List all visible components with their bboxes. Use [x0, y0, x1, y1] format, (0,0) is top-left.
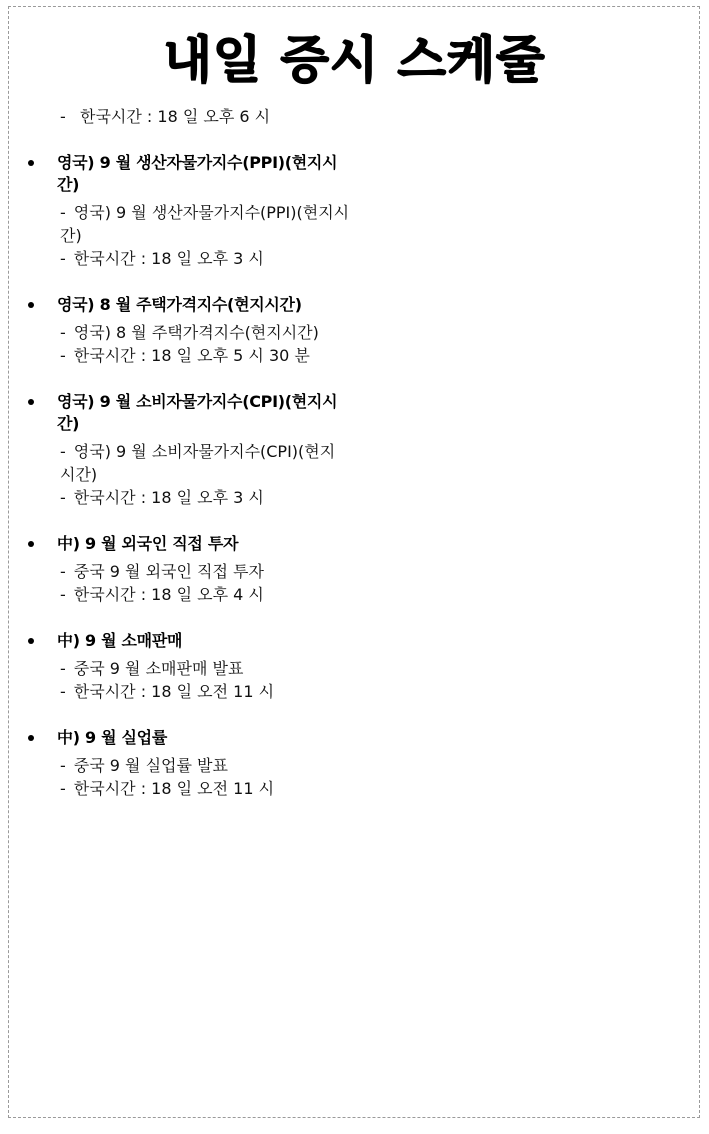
detail-line: - 한국시간 : 18 일 오후 5 시 30 분: [60, 346, 310, 365]
schedule-item-details: [0, 657, 709, 703]
schedule-item-details: [0, 321, 709, 367]
dash-marker: -: [60, 585, 66, 604]
dash-marker: -: [60, 249, 66, 268]
detail-line: - 중국 9 월 외국인 직접 투자: [60, 562, 264, 581]
detail-line: - 영국) 8 월 주택가격지수(현지시간): [60, 323, 319, 342]
dash-marker: -: [60, 442, 66, 461]
schedule-item-title: 中) 9 월 소매판매: [0, 630, 342, 652]
schedule-item-details: [0, 754, 709, 800]
dash-marker: -: [60, 756, 66, 775]
bullet-icon: [28, 638, 34, 644]
detail-line: - 한국시간 : 18 일 오후 3 시: [60, 249, 264, 268]
schedule-item-title: 中) 9 월 외국인 직접 투자: [0, 533, 342, 555]
dash-marker: -: [60, 346, 66, 365]
schedule-item-title: 영국) 8 월 주택가격지수(현지시간): [0, 294, 342, 316]
detail-line: - 중국 9 월 소매판매 발표: [60, 659, 244, 678]
page-title: 내일 증시 스케줄: [163, 31, 546, 89]
schedule-item-details: [0, 560, 709, 606]
schedule-item-cn-fdi: [0, 533, 709, 606]
bullet-icon: [28, 160, 34, 166]
schedule-item-uk-cpi: [0, 391, 709, 509]
dash-marker: -: [60, 682, 66, 701]
dash-marker: -: [60, 779, 66, 798]
dash-marker: -: [60, 107, 66, 126]
detail-line: - 영국) 9 월 생산자물가지수(PPI)(현지시간): [60, 203, 350, 245]
schedule-item-title: 영국) 9 월 생산자물가지수(PPI)(현지시간): [0, 152, 342, 196]
schedule-item-title: 영국) 9 월 소비자물가지수(CPI)(현지시간): [0, 391, 342, 435]
dash-marker: -: [60, 562, 66, 581]
detail-line: - 한국시간 : 18 일 오후 4 시: [60, 585, 264, 604]
dash-marker: -: [60, 488, 66, 507]
schedule-item-uk-ppi: [0, 152, 709, 270]
schedule-item-details: [0, 440, 709, 509]
first-detail-line: - 한국시간 : 18 일 오후 6 시: [60, 107, 271, 126]
dash-marker: -: [60, 659, 66, 678]
detail-line: - 영국) 9 월 소비자물가지수(CPI)(현지시간): [60, 442, 336, 484]
detail-line: - 중국 9 월 실업률 발표: [60, 756, 228, 775]
bullet-icon: [28, 302, 34, 308]
detail-line: - 한국시간 : 18 일 오전 11 시: [60, 682, 275, 701]
detail-line: - 한국시간 : 18 일 오후 3 시: [60, 488, 264, 507]
schedule-item-title: 中) 9 월 실업률: [0, 727, 342, 749]
schedule-item-details: [0, 201, 709, 270]
dash-marker: -: [60, 323, 66, 342]
detail-line: - 한국시간 : 18 일 오전 11 시: [60, 779, 275, 798]
schedule-content: [0, 105, 709, 800]
bullet-icon: [28, 399, 34, 405]
dash-marker: -: [60, 203, 66, 222]
schedule-item-cn-retail: [0, 630, 709, 703]
bullet-icon: [28, 541, 34, 547]
schedule-item-uk-house-price: [0, 294, 709, 367]
schedule-item-cn-unemployment: [0, 727, 709, 800]
bullet-icon: [28, 735, 34, 741]
